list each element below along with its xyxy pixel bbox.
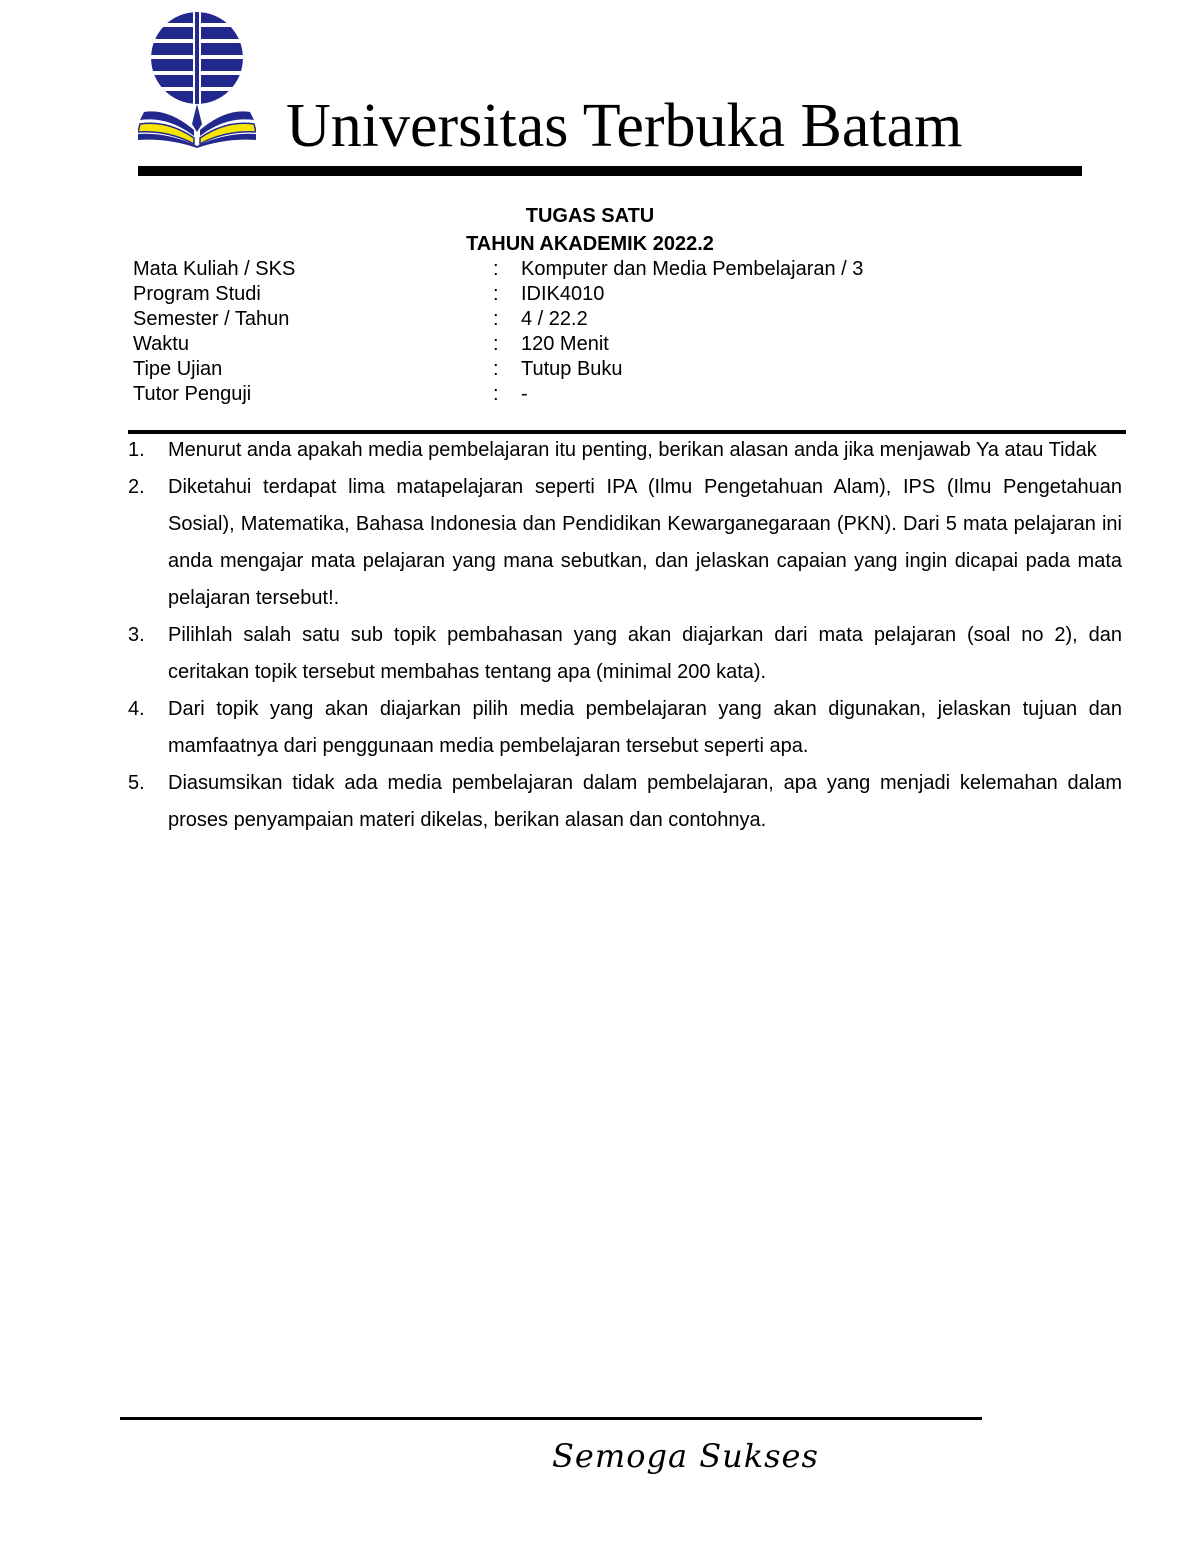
question-number: 4. xyxy=(128,698,145,720)
info-row-time xyxy=(133,332,1033,357)
info-colon: : xyxy=(493,333,499,355)
info-row-program xyxy=(133,282,1033,307)
question-text: Menurut anda apakah media pembelajaran itu penting, berikan alasan anda jika menjawab Ya atau Tidak xyxy=(168,439,1097,461)
question-text: Pilihlah salah satu sub topik pembahasan yang akan diajarkan dari mata pelajaran (soal no 2), dan ceritakan topik tersebut membahas tentang apa (minimal 200 kata). xyxy=(168,624,1122,683)
info-value: - xyxy=(521,383,528,405)
question-list xyxy=(128,432,1122,839)
question-text: Diketahui terdapat lima matapelajaran seperti IPA (Ilmu Pengetahuan Alam), IPS (Ilmu Pengetahuan Sosial), Matematika, Bahasa Indonesia dan Pendidikan Kewarganegaraan (PKN). Dari 5 mata pelajaran ini anda mengajar mata pelajaran yang mana sebutkan, dan jelaskan capaian yang ingin dicapai pada mata pelajaran tersebut!. xyxy=(168,476,1122,609)
question-number: 2. xyxy=(128,476,145,498)
info-label: Waktu xyxy=(133,333,189,355)
info-colon: : xyxy=(493,358,499,380)
info-colon: : xyxy=(493,283,499,305)
info-row-exam-type xyxy=(133,357,1033,382)
info-label: Mata Kuliah / SKS xyxy=(133,258,296,280)
university-emblem-icon xyxy=(138,12,256,148)
university-name: Universitas Terbuka Batam xyxy=(286,92,963,160)
info-value: 120 Menit xyxy=(521,333,609,355)
info-label: Tutor Penguji xyxy=(133,383,252,405)
info-label: Semester / Tahun xyxy=(133,308,290,330)
info-row-tutor xyxy=(133,382,1033,407)
closing-greeting: Semoga Sukses xyxy=(552,1437,819,1475)
header-divider xyxy=(138,166,1082,176)
question-item xyxy=(128,691,1122,765)
info-colon: : xyxy=(493,383,499,405)
info-colon: : xyxy=(493,258,499,280)
question-item xyxy=(128,617,1122,691)
info-label: Tipe Ujian xyxy=(133,358,223,380)
info-value: IDIK4010 xyxy=(521,283,605,305)
question-item xyxy=(128,469,1122,617)
question-item xyxy=(128,765,1122,839)
info-value: Tutup Buku xyxy=(521,358,623,380)
question-number: 1. xyxy=(128,439,145,461)
academic-year: TAHUN AKADEMIK 2022.2 xyxy=(466,233,714,255)
assignment-title: TUGAS SATU xyxy=(525,205,655,227)
footer-divider xyxy=(120,1417,982,1420)
question-number: 3. xyxy=(128,624,145,646)
question-text: Diasumsikan tidak ada media pembelajaran dalam pembelajaran, apa yang menjadi kelemahan dalam proses penyampaian materi dikelas, berikan alasan dan contohnya. xyxy=(168,772,1122,831)
info-row-semester xyxy=(133,307,1033,332)
info-value: 4 / 22.2 xyxy=(521,308,588,330)
info-colon: : xyxy=(493,308,499,330)
question-number: 5. xyxy=(128,772,145,794)
course-info-table xyxy=(133,257,1033,407)
question-item xyxy=(128,432,1122,469)
info-row-course xyxy=(133,257,1033,282)
info-value: Komputer dan Media Pembelajaran / 3 xyxy=(521,258,864,280)
info-label: Program Studi xyxy=(133,283,261,305)
question-text: Dari topik yang akan diajarkan pilih media pembelajaran yang akan digunakan, jelaskan tujuan dan mamfaatnya dari penggunaan media pembelajaran tersebut seperti apa. xyxy=(168,698,1122,757)
